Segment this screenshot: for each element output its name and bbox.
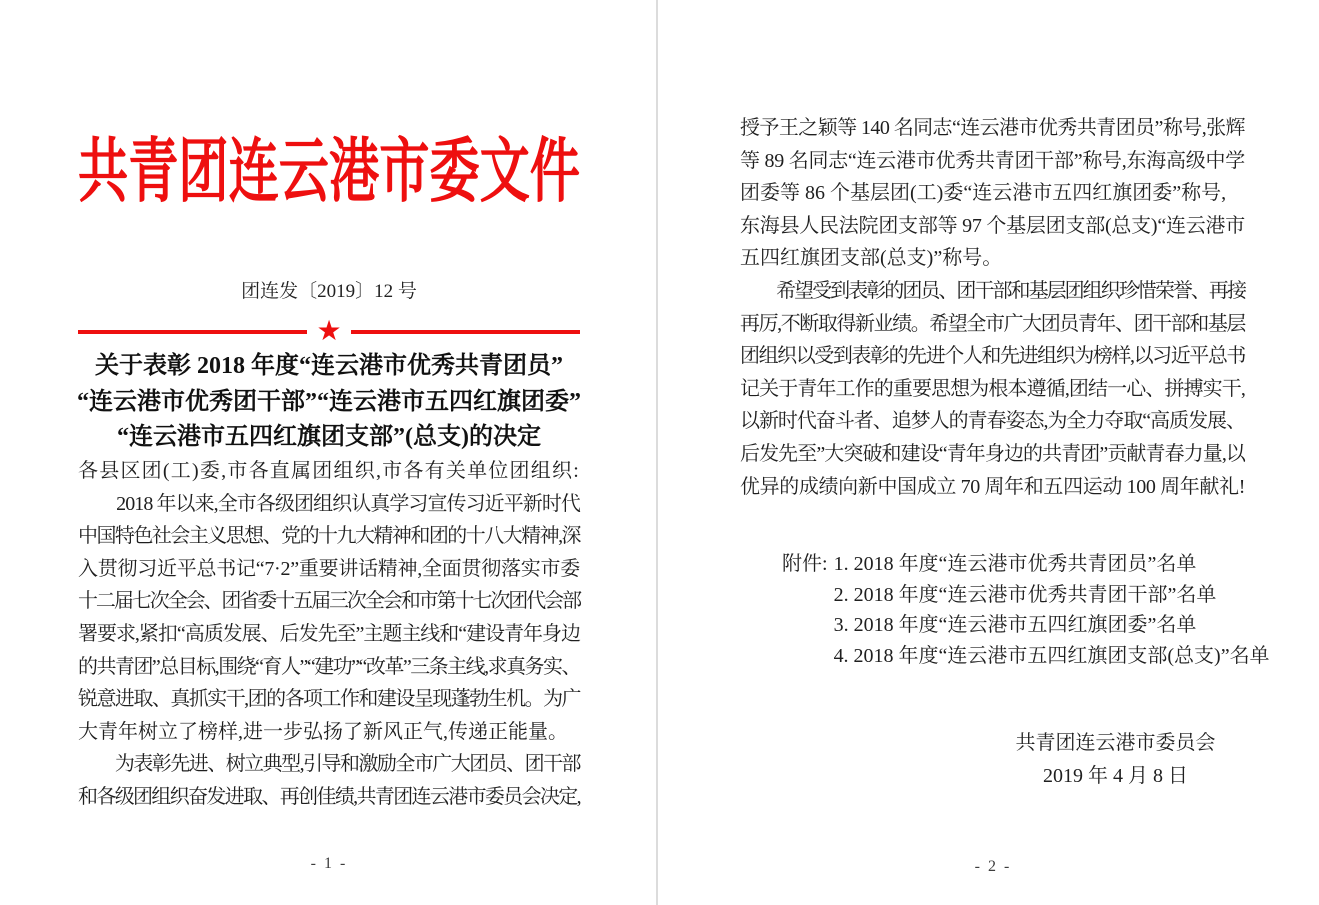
- body-text-line: 再厉,不断取得新业绩。希望全市广大团员青年、团干部和基层: [740, 312, 1245, 335]
- body-text-line: 东海县人民法院团支部等 97 个基层团支部(总支)“连云港市: [740, 214, 1245, 237]
- body-text-line: 五四红旗团支部(总支)”称号。: [740, 247, 1003, 270]
- masthead-title: 共青团连云港市委文件: [77, 133, 580, 211]
- document-title-line: “连云港市优秀团干部”“连云港市五四红旗团委”: [77, 388, 581, 415]
- page-number-2: - 2 -: [974, 858, 1012, 875]
- body-text-line: 授予王之颖等 140 名同志“连云港市优秀共青团员”称号,张辉: [740, 117, 1245, 139]
- signature-date: 2019 年 4 月 8 日: [1043, 765, 1188, 787]
- body-text-line: 希望受到表彰的团员、团干部和基层团组织珍惜荣誉、再接: [740, 279, 1245, 302]
- document-page-2: [658, 0, 1319, 905]
- red-divider-rule: [78, 317, 580, 347]
- body-text-line: 后发先至”大突破和建设“青年身边的共青团”贡献青春力量,以: [740, 442, 1245, 465]
- body-text-line: 等 89 名同志“连云港市优秀共青团干部”称号,东海高级中学: [740, 149, 1245, 172]
- rule-segment-right: [351, 330, 580, 334]
- attachment-item: 1. 2018 年度“连云港市优秀共青团员”名单: [833, 553, 1197, 575]
- body-text-line: 为表彰先进、树立典型,引导和激励全市广大团员、团干部: [78, 753, 580, 776]
- body-text-line: 署要求,紧扣“高质发展、后发先至”主题主线和“建设青年身边: [78, 622, 580, 645]
- body-text-line: 大青年树立了榜样,进一步弘扬了新风正气,传递正能量。: [78, 720, 568, 743]
- rule-segment-left: [78, 330, 307, 334]
- signature-org: 共青团连云港市委员会: [1015, 732, 1216, 754]
- attachments-list: [834, 549, 1270, 671]
- body-text-line: 和各级团组织奋发进取、再创佳绩,共青团连云港市委员会决定,: [78, 785, 580, 808]
- red-star-icon: ★: [316, 316, 342, 347]
- attachment-item: 2. 2018 年度“连云港市优秀共青团干部”名单: [833, 583, 1217, 606]
- body-text-line: 的共青团”总目标,围绕“育人”“建功”“改革”三条主线,求真务实、: [78, 655, 580, 678]
- page-number-1: - 1 -: [310, 855, 348, 872]
- document-title-line: 关于表彰 2018 年度“连云港市优秀共青团员”: [95, 353, 563, 379]
- attachments-label: 附件:: [782, 553, 828, 575]
- attachments-section: [740, 549, 1270, 671]
- body-text-line: 中国特色社会主义思想、党的十九大精神和团的十八大精神,深: [78, 525, 580, 548]
- body-text-page-1: [78, 455, 580, 814]
- body-text-page-2: [740, 112, 1245, 503]
- signature-block: [998, 727, 1233, 793]
- document-number: 团连发〔2019〕12 号: [241, 281, 417, 302]
- body-text-line: 团委等 86 个基层团(工)委“连云港市五四红旗团委”称号,: [740, 182, 1227, 205]
- body-text-line: 锐意进取、真抓实干,团的各项工作和建设呈现蓬勃生机。为广: [78, 688, 580, 711]
- document-title: [68, 349, 590, 456]
- attachment-item: 3. 2018 年度“连云港市五四红旗团委”名单: [833, 614, 1197, 637]
- body-text-line: 团组织以受到表彰的先进个人和先进组织为榜样,以习近平总书: [740, 345, 1245, 368]
- body-text-line: 十二届七次全会、团省委十五届三次全会和市第十七次团代会部: [78, 590, 580, 613]
- body-text-line: 以新时代奋斗者、追梦人的青春姿态,为全力夺取“高质发展、: [740, 410, 1245, 433]
- body-text-line: 记关于青年工作的重要思想为根本遵循,团结一心、拼搏实干,: [740, 377, 1245, 400]
- body-text-line: 入贯彻习近平总书记“7·2”重要讲话精神,全面贯彻落实市委: [78, 557, 580, 580]
- attachment-item: 4. 2018 年度“连云港市五四红旗团支部(总支)”名单: [833, 644, 1270, 667]
- masthead: [77, 124, 580, 211]
- document-title-line: “连云港市五四红旗团支部”(总支)的决定: [117, 424, 541, 450]
- body-text-line: 2018 年以来,全市各级团组织认真学习宣传习近平新时代: [78, 492, 581, 515]
- body-text-line: 优异的成绩向新中国成立 70 周年和五四运动 100 周年献礼!: [740, 475, 1245, 498]
- document-page-1: [0, 0, 656, 905]
- body-text-line: 各县区团(工)委,市各直属团组织,市各有关单位团组织:: [78, 460, 580, 482]
